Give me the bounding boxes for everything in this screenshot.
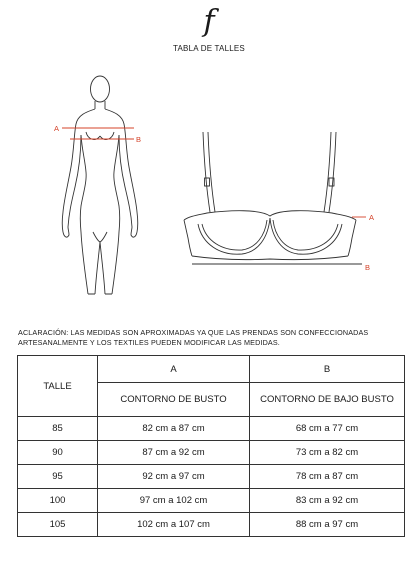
table-row (18, 465, 405, 489)
talle-cell: 100 (18, 489, 98, 513)
marker-b-label: B (136, 135, 142, 144)
table-row (18, 513, 405, 537)
table-row (18, 489, 405, 513)
busto-cell: 92 cm a 97 cm (98, 465, 250, 489)
column-b-header: CONTORNO DE BAJO BUSTO (250, 383, 405, 417)
disclaimer-note (18, 328, 408, 348)
size-table (17, 355, 405, 537)
brand-logo: f (203, 4, 215, 39)
body-silhouette-illustration (50, 72, 160, 304)
left-cup (198, 218, 270, 254)
column-a-letter: A (98, 356, 250, 383)
talle-cell: 105 (18, 513, 98, 537)
disclaimer-line-1: ACLARACIÓN: LAS MEDIDAS SON APROXIMADAS YA QUE LAS PRENDAS SON CONFECCIONADAS (18, 328, 369, 337)
talle-cell: 90 (18, 441, 98, 465)
marker-a-label: A (54, 124, 60, 133)
busto-cell: 97 cm a 102 cm (98, 489, 250, 513)
bra-marker-a-label: A (369, 213, 375, 222)
talle-header: TALLE (18, 356, 98, 417)
table-row (18, 417, 405, 441)
table-row (18, 441, 405, 465)
table-header-row-letters (18, 356, 405, 383)
column-a-header: CONTORNO DE BUSTO (98, 383, 250, 417)
talle-cell: 95 (18, 465, 98, 489)
bajo-busto-cell: 83 cm a 92 cm (250, 489, 405, 513)
busto-cell: 102 cm a 107 cm (98, 513, 250, 537)
right-cup (270, 218, 342, 254)
bra-illustration (180, 120, 380, 280)
talle-cell: 85 (18, 417, 98, 441)
bajo-busto-cell: 78 cm a 87 cm (250, 465, 405, 489)
disclaimer-line-2: ARTESANALMENTE Y LOS TEXTILES PUEDEN MODIFICAR LAS MEDIDAS. (18, 338, 280, 347)
page-title: TABLA DE TALLES (173, 44, 245, 53)
bajo-busto-cell: 68 cm a 77 cm (250, 417, 405, 441)
head-outline (91, 76, 110, 102)
bra-marker-b-label: B (365, 263, 371, 272)
bajo-busto-cell: 88 cm a 97 cm (250, 513, 405, 537)
busto-cell: 87 cm a 92 cm (98, 441, 250, 465)
busto-cell: 82 cm a 87 cm (98, 417, 250, 441)
right-strap (324, 132, 331, 212)
bajo-busto-cell: 73 cm a 82 cm (250, 441, 405, 465)
column-b-letter: B (250, 356, 405, 383)
